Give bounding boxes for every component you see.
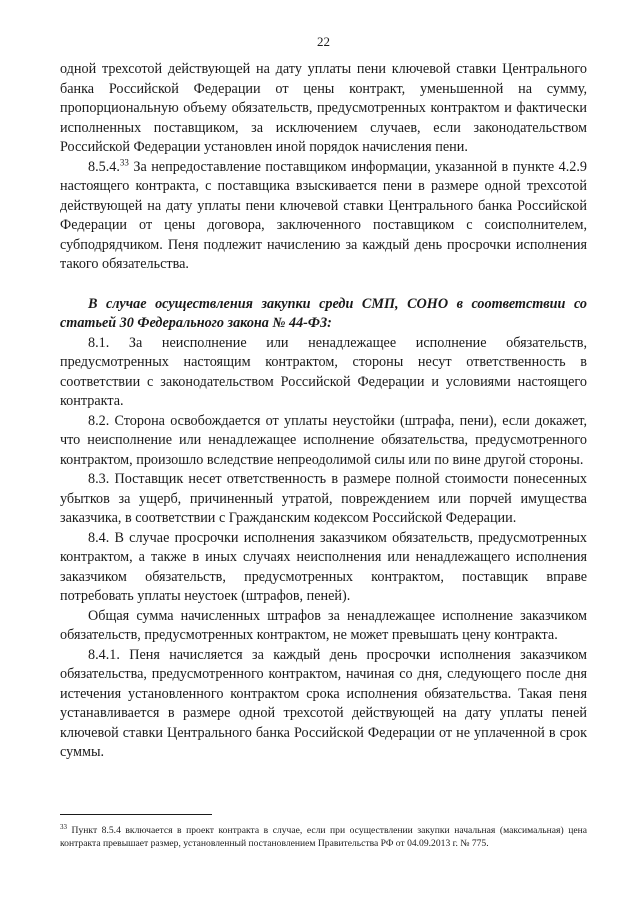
clause-text: За непредоставление поставщиком информации, указанной в пункте 4.2.9 настоящего контракта, с поставщика взыскивается пени в размере одной трехсотой действующей на дату уплаты пени ключевой ставки Центрального банка Российской Федерации от цены договора, заключенного поставщиком с соисполнителем, субподрядчиком. Пеня подлежит начислению за каждый день просрочки исполнения такого обязательства.: [60, 158, 587, 272]
section-heading: В случае осуществления закупки среди СМП, СОНО в соответствии со статьей 30 Федерального закона № 44-ФЗ:: [60, 295, 587, 331]
paragraph-continuation: одной трехсотой действующей на дату уплаты пени ключевой ставки Центрального банка Российской Федерации от цены контракт, уменьшенной на сумму, пропорциональную объему обязательств, предусмотренных контрактом и фактически исполненных поставщиком, за исключением случаев, если законодательством Российской Федерации установлен иной порядок начисления пени.: [60, 61, 587, 155]
clause-8-5-4: [60, 158, 587, 275]
clause-8-4-total: Общая сумма начисленных штрафов за ненадлежащее исполнение заказчиком обязательств, предусмотренных контрактом, не может превышать цену контракта.: [60, 607, 587, 643]
clause-8-4-1: 8.4.1. Пеня начисляется за каждый день просрочки исполнения заказчиком обязательства, предусмотренного контрактом, начиная со дня, следующего после дня истечения установленного контрактом срока исполнения обязательства. Такая пеня устанавливается в размере одной трехсотой действующей на дату уплаты пеней ключевой ставки Центрального банка Российской Федерации от не уплаченной в срок суммы.: [60, 646, 587, 760]
body-text: [60, 60, 587, 763]
clause-8-4: 8.4. В случае просрочки исполнения заказчиком обязательств, предусмотренных контрактом, а также в иных случаях неисполнения или ненадлежащего исполнения заказчиком обязательств, предусмотренных контрактом, поставщик вправе потребовать уплаты неустоек (штрафов, пеней).: [60, 529, 587, 604]
footnote-marker: 33: [60, 822, 67, 831]
clause-8-3: 8.3. Поставщик несет ответственность в размере полной стоимости понесенных убытков за ущерб, причиненный утратой, повреждением или порчей имущества заказчика, в соответствии с Гражданским кодексом Российской Федерации.: [60, 471, 587, 526]
footnote-text: Пункт 8.5.4 включается в проект контракта в случае, если при осуществлении закупки начальная (максимальная) цена контракта превышает размер, установленный постановлением Правительства РФ от 04.09.2013 г. № 775.: [60, 825, 587, 849]
footnote-divider: [60, 814, 212, 815]
page-number: 22: [317, 34, 330, 49]
clause-number: 8.5.4.: [88, 158, 120, 175]
clause-8-1: 8.1. За неисполнение или ненадлежащее исполнение обязательств, предусмотренных настоящим контрактом, стороны несут ответственность в соответствии с законодательством Российской Федерации и условиями настоящего контракта.: [60, 334, 587, 409]
clause-8-2: 8.2. Сторона освобождается от уплаты неустойки (штрафа, пени), если докажет, что неисполнение или ненадлежащее исполнение обязательства, предусмотренного контрактом, произошло вследствие непреодолимой силы или по вине другой стороны.: [60, 412, 587, 468]
footnote-reference: 33: [119, 156, 129, 167]
footnote: [60, 824, 587, 850]
